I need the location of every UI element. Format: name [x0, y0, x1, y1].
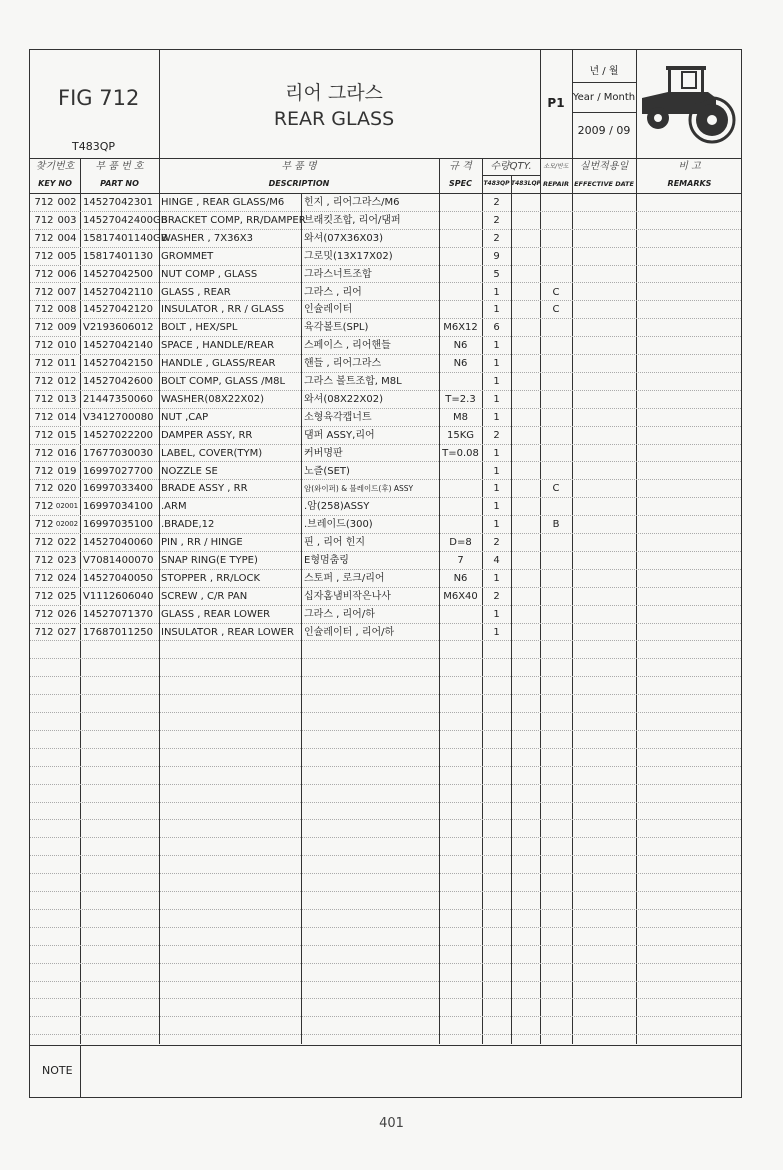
table-row — [30, 301, 741, 319]
empty-row — [30, 982, 741, 1000]
key-no: 005 — [57, 250, 77, 262]
col-part-ko: 부 품 번 호 — [95, 161, 144, 172]
key-no: 022 — [57, 537, 77, 549]
repair-code — [540, 498, 572, 516]
key-no: 024 — [57, 572, 77, 584]
table-row — [30, 606, 741, 624]
part-no: 14527042400GB — [83, 214, 168, 226]
quantity: 1 — [493, 376, 500, 387]
key-fig: 712 — [34, 626, 54, 638]
spec — [439, 463, 482, 481]
key-no: 004 — [57, 232, 77, 244]
description-en: .ARM — [161, 501, 187, 513]
page-title: REAR GLASS — [273, 108, 395, 130]
repair-code — [540, 212, 572, 230]
description-ko: E형멈춤링 — [304, 555, 349, 566]
key-fig: 712 — [34, 555, 54, 566]
key-no: 011 — [57, 358, 77, 370]
spec: M6X40 — [443, 590, 478, 602]
page-label: P1 — [547, 96, 565, 110]
col-eff: EFFECTIVE DATE — [574, 180, 634, 188]
repair-code: C — [552, 286, 560, 298]
quantity: 1 — [493, 572, 500, 584]
key-fig: 712 — [34, 376, 54, 387]
table-row — [30, 266, 741, 284]
year-month-label: Year / Month — [572, 92, 636, 103]
part-no: 14527042140 — [83, 340, 153, 352]
part-no: 16997033400 — [83, 483, 153, 495]
table-row — [30, 498, 741, 516]
part-no: V2193606012 — [83, 322, 154, 334]
empty-row — [30, 928, 741, 946]
table-row — [30, 230, 741, 248]
part-no: 14527040050 — [83, 572, 153, 584]
description-ko: 브래킷조합, 리어/댐퍼 — [304, 214, 401, 226]
note-section — [30, 1045, 741, 1097]
empty-row — [30, 695, 741, 713]
key-no: 008 — [57, 304, 77, 316]
spec — [439, 516, 482, 534]
key-no: 015 — [57, 429, 77, 441]
table-row — [30, 212, 741, 230]
key-fig: 712 — [34, 268, 54, 280]
parts-table — [30, 194, 741, 1044]
col-repair: REPAIR — [542, 180, 570, 188]
part-no: 14527042500 — [83, 268, 153, 280]
key-fig: 712 — [34, 537, 54, 549]
table-row — [30, 480, 741, 498]
table-row — [30, 534, 741, 552]
part-no: 15817401140GB — [83, 232, 168, 244]
table-row — [30, 248, 741, 266]
description-ko: 핸들 , 리어그라스 — [304, 358, 382, 370]
key-no: 013 — [57, 393, 77, 405]
description-en: WASHER , 7X36X3 — [161, 232, 254, 244]
description-ko: 그라스 볼트조합, M8L — [304, 376, 402, 387]
key-fig: 712 — [34, 322, 54, 334]
table-row — [30, 624, 741, 642]
spec — [439, 284, 482, 302]
empty-row — [30, 1000, 741, 1018]
part-no: 14527042150 — [83, 358, 153, 370]
key-fig: 712 — [34, 483, 54, 495]
col-qty-b: T483LQP — [511, 180, 541, 187]
description-ko: 암(와이퍼) & 블레이드(후) ASSY — [304, 484, 414, 494]
part-no: 14527042301 — [83, 197, 153, 208]
key-fig: 712 — [34, 304, 54, 316]
key-fig: 712 — [34, 340, 54, 352]
description-ko: 십자홈냄비작은나사 — [304, 590, 391, 602]
description-en: INSULATOR , REAR LOWER — [161, 626, 294, 638]
tractor-icon — [638, 58, 738, 153]
table-row — [30, 409, 741, 427]
model-name: T483QP — [72, 140, 116, 153]
key-fig: 712 — [34, 572, 54, 584]
empty-row — [30, 874, 741, 892]
description-en: GLASS , REAR — [161, 286, 231, 298]
repair-code — [540, 445, 572, 463]
repair-code — [540, 266, 572, 284]
quantity: 1 — [493, 483, 500, 495]
table-row — [30, 570, 741, 588]
quantity: 1 — [493, 465, 500, 477]
empty-row — [30, 964, 741, 982]
repair-code — [540, 427, 572, 445]
spec: 7 — [457, 555, 464, 566]
spec: D=8 — [449, 537, 472, 549]
repair-code — [540, 552, 572, 570]
column-headers — [30, 159, 741, 194]
part-no: 14527042120 — [83, 304, 153, 316]
spec — [439, 606, 482, 624]
description-en: DAMPER ASSY, RR — [161, 429, 253, 441]
description-en: LABEL, COVER(TYM) — [161, 447, 263, 459]
col-desc-ko: 부 품 명 — [281, 161, 317, 172]
quantity: 1 — [493, 519, 500, 531]
key-no: 010 — [57, 340, 77, 352]
quantity: 1 — [493, 340, 500, 352]
spec: N6 — [453, 358, 468, 370]
table-row — [30, 516, 741, 534]
spec — [439, 624, 482, 642]
table-row — [30, 373, 741, 391]
spec: M6X12 — [443, 322, 478, 334]
description-ko: 육각볼트(SPL) — [304, 322, 369, 334]
spec: M8 — [453, 411, 468, 423]
spec: T=2.3 — [445, 393, 476, 405]
quantity: 4 — [493, 555, 500, 566]
description-en: PIN , RR / HINGE — [161, 537, 243, 549]
description-en: STOPPER , RR/LOCK — [161, 572, 261, 584]
description-en: SNAP RING(E TYPE) — [161, 555, 258, 566]
description-ko: .브레이드(300) — [304, 519, 373, 531]
part-no: 16997027700 — [83, 465, 153, 477]
key-no: 02001 — [55, 502, 79, 511]
description-ko: 인슐레이터 — [304, 304, 353, 316]
page-number: 401 — [379, 1116, 404, 1131]
quantity: 1 — [493, 358, 500, 370]
quantity: 2 — [493, 429, 500, 441]
table-row — [30, 445, 741, 463]
part-no: 17687011250 — [83, 626, 153, 638]
col-rem: REMARKS — [667, 179, 712, 188]
key-no: 009 — [57, 322, 77, 334]
spec — [439, 266, 482, 284]
sheet-header — [30, 50, 741, 159]
description-en: HANDLE , GLASS/REAR — [161, 358, 276, 370]
spec — [439, 212, 482, 230]
table-row — [30, 355, 741, 373]
table-row — [30, 427, 741, 445]
part-no: 15817401130 — [83, 250, 153, 262]
col-desc: DESCRIPTION — [268, 179, 330, 188]
col-eff-ko: 실번적용일 — [579, 161, 629, 172]
key-fig: 712 — [34, 608, 54, 620]
empty-row — [30, 767, 741, 785]
description-ko: .암(258)ASSY — [304, 501, 370, 513]
key-fig: 712 — [34, 501, 54, 513]
description-ko: 와셔(08X22X02) — [304, 393, 383, 405]
repair-code — [540, 337, 572, 355]
part-no: V3412700080 — [83, 411, 154, 423]
empty-row — [30, 892, 741, 910]
spec: T=0.08 — [442, 447, 479, 459]
description-ko: 커버명판 — [304, 447, 343, 459]
spec: N6 — [453, 340, 468, 352]
description-ko: 그라스 , 리어 — [304, 286, 362, 298]
description-ko: 스페이스 , 리어핸들 — [304, 340, 391, 352]
description-en: .BRADE,12 — [161, 519, 215, 531]
spec — [439, 248, 482, 266]
empty-row — [30, 642, 741, 660]
key-fig: 712 — [34, 286, 54, 298]
repair-code — [540, 391, 572, 409]
key-no: 006 — [57, 268, 77, 280]
key-fig: 712 — [34, 465, 54, 477]
description-en: BRACKET COMP, RR/DAMPER — [161, 214, 306, 226]
col-rem-ko: 비 고 — [678, 161, 701, 172]
key-fig: 712 — [34, 250, 54, 262]
description-en: SPACE , HANDLE/REAR — [161, 340, 275, 352]
col-repair-ko: 소모/반도 — [543, 163, 569, 170]
description-en: WASHER(08X22X02) — [161, 393, 264, 405]
key-no: 012 — [57, 376, 77, 387]
description-ko: 그라스 , 리어/하 — [304, 608, 375, 620]
key-fig: 712 — [34, 447, 54, 459]
spec — [439, 373, 482, 391]
col-key: KEY NO — [38, 179, 72, 188]
description-en: BRADE ASSY , RR — [161, 483, 248, 495]
repair-code — [540, 463, 572, 481]
empty-row — [30, 1017, 741, 1035]
repair-code: B — [552, 519, 560, 531]
description-en: SCREW , C/R PAN — [161, 590, 248, 602]
key-no: 025 — [57, 590, 77, 602]
quantity: 2 — [493, 197, 500, 208]
description-ko: 그로밋(13X17X02) — [304, 250, 393, 262]
repair-code — [540, 373, 572, 391]
spec — [439, 194, 482, 212]
part-no: 16997035100 — [83, 519, 153, 531]
spec — [439, 230, 482, 248]
quantity: 1 — [493, 608, 500, 620]
spec: 15KG — [446, 429, 475, 441]
empty-row — [30, 946, 741, 964]
spec — [439, 301, 482, 319]
empty-row — [30, 713, 741, 731]
col-spec-ko: 규 격 — [449, 161, 472, 172]
description-ko: 노즐(SET) — [304, 465, 350, 477]
col-part: PART NO — [100, 179, 139, 188]
note-label: NOTE — [42, 1064, 73, 1077]
quantity: 2 — [493, 214, 500, 226]
spec: N6 — [453, 572, 468, 584]
quantity: 2 — [493, 590, 500, 602]
col-key-ko: 찾기번호 — [35, 161, 75, 172]
repair-code — [540, 588, 572, 606]
repair-code — [540, 355, 572, 373]
quantity: 1 — [493, 411, 500, 423]
part-no: V7081400070 — [83, 555, 154, 566]
empty-row — [30, 821, 741, 839]
description-ko: 소형육각캡너트 — [304, 411, 372, 423]
repair-code — [540, 606, 572, 624]
repair-code — [540, 319, 572, 337]
part-no: 14527040060 — [83, 537, 153, 549]
spec — [439, 480, 482, 498]
spec — [439, 498, 482, 516]
col-qty-a: T483QP — [483, 180, 510, 187]
repair-code — [540, 534, 572, 552]
part-no: 14527071370 — [83, 608, 153, 620]
description-ko: 와셔(07X36X03) — [304, 232, 383, 244]
description-en: BOLT COMP, GLASS /M8L — [161, 376, 286, 387]
key-fig: 712 — [34, 393, 54, 405]
quantity: 1 — [493, 626, 500, 638]
part-no: 14527042110 — [83, 286, 153, 298]
part-no: V1112606040 — [83, 590, 154, 602]
quantity: 1 — [493, 286, 500, 298]
table-row — [30, 463, 741, 481]
quantity: 2 — [493, 232, 500, 244]
quantity: 1 — [493, 304, 500, 316]
repair-code — [540, 409, 572, 427]
repair-code — [540, 248, 572, 266]
year-month-korean: 년 / 월 — [589, 66, 619, 77]
part-no: 17677030030 — [83, 447, 153, 459]
key-fig: 712 — [34, 590, 54, 602]
repair-code — [540, 194, 572, 212]
table-row — [30, 552, 741, 570]
key-no: 002 — [57, 197, 77, 208]
table-row — [30, 337, 741, 355]
table-row — [30, 284, 741, 302]
table-row — [30, 588, 741, 606]
repair-code — [540, 570, 572, 588]
key-no: 026 — [57, 608, 77, 620]
description-en: HINGE , REAR GLASS/M6 — [161, 197, 285, 208]
key-fig: 712 — [34, 519, 54, 531]
key-fig: 712 — [34, 411, 54, 423]
description-en: GROMMET — [161, 250, 214, 262]
description-ko: 그라스너트조합 — [304, 268, 372, 280]
key-no: 014 — [57, 411, 77, 423]
empty-row — [30, 749, 741, 767]
description-en: NUT ,CAP — [161, 411, 209, 423]
issue-date: 2009 / 09 — [577, 124, 631, 137]
quantity: 2 — [493, 537, 500, 549]
key-fig: 712 — [34, 197, 54, 208]
description-en: NUT COMP , GLASS — [161, 268, 258, 280]
description-ko: 힌지 , 리어그라스/M6 — [304, 197, 400, 208]
quantity: 1 — [493, 501, 500, 513]
empty-row — [30, 910, 741, 928]
part-no: 21447350060 — [83, 393, 153, 405]
description-en: GLASS , REAR LOWER — [161, 608, 271, 620]
quantity: 1 — [493, 393, 500, 405]
title-korean: 리어 그라스 — [285, 82, 383, 104]
description-en: NOZZLE SE — [161, 465, 218, 477]
repair-code — [540, 230, 572, 248]
key-no: 02002 — [55, 520, 79, 529]
key-no: 016 — [57, 447, 77, 459]
key-fig: 712 — [34, 429, 54, 441]
part-no: 16997034100 — [83, 501, 153, 513]
key-no: 023 — [57, 555, 77, 566]
quantity: 6 — [493, 322, 500, 334]
empty-row — [30, 838, 741, 856]
empty-row — [30, 677, 741, 695]
quantity: 1 — [493, 447, 500, 459]
key-fig: 712 — [34, 214, 54, 226]
key-fig: 712 — [34, 232, 54, 244]
figure-number: FIG 712 — [58, 86, 140, 110]
key-no: 020 — [57, 483, 77, 495]
description-en: INSULATOR , RR / GLASS — [161, 304, 285, 316]
parts-sheet — [29, 49, 742, 1098]
description-en: BOLT , HEX/SPL — [161, 322, 238, 334]
repair-code: C — [552, 304, 560, 316]
empty-row — [30, 803, 741, 821]
quantity: 9 — [493, 250, 500, 262]
table-row — [30, 391, 741, 409]
col-spec: SPEC — [449, 179, 472, 188]
description-ko: 핀 , 리어 힌지 — [304, 537, 366, 549]
empty-row — [30, 731, 741, 749]
quantity: 5 — [493, 268, 500, 280]
key-no: 019 — [57, 465, 77, 477]
description-ko: 댐퍼 ASSY,리어 — [304, 429, 375, 441]
repair-code — [540, 624, 572, 642]
empty-row — [30, 856, 741, 874]
empty-row — [30, 659, 741, 677]
table-row — [30, 319, 741, 337]
repair-code: C — [552, 483, 560, 495]
key-no: 027 — [57, 626, 77, 638]
empty-row — [30, 785, 741, 803]
key-fig: 712 — [34, 358, 54, 370]
part-no: 14527022200 — [83, 429, 153, 441]
description-ko: 인슐레이터 , 리어/하 — [304, 626, 395, 638]
description-ko: 스토퍼 , 로크/리어 — [304, 572, 385, 584]
key-no: 003 — [57, 214, 77, 226]
part-no: 14527042600 — [83, 376, 153, 387]
col-qty: 수량QTY. — [490, 161, 532, 172]
table-row — [30, 194, 741, 212]
key-no: 007 — [57, 286, 77, 298]
